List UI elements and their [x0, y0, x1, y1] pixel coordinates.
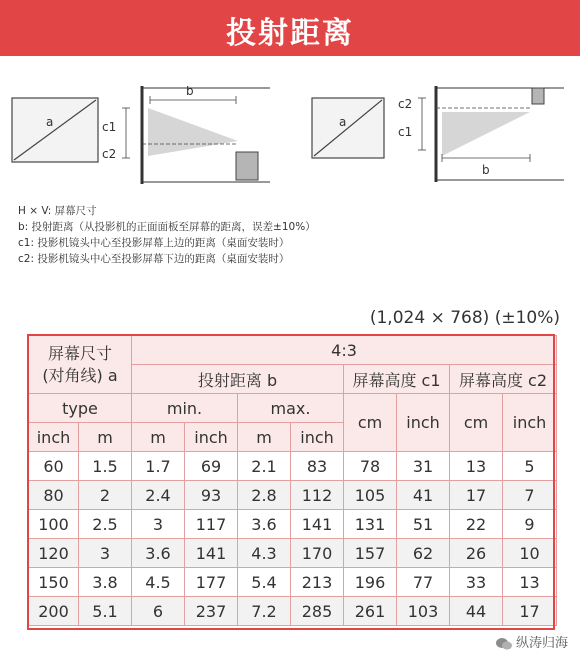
table-cell: 5.4: [238, 568, 291, 597]
table-cell: 1.5: [79, 452, 132, 481]
screen-size-illustration: [312, 98, 384, 158]
table-cell: 200: [29, 597, 79, 626]
table-cell: 22: [450, 510, 503, 539]
table-cell: 17: [503, 597, 557, 626]
projector-icon: [532, 88, 544, 104]
throw-distance-label: b: [186, 86, 194, 98]
table-cell: 26: [450, 539, 503, 568]
table-cell: 2.4: [132, 481, 185, 510]
c2-header: 屏幕高度 c2: [450, 365, 557, 394]
screen-size-label: a: [339, 115, 347, 129]
table-cell: 141: [185, 539, 238, 568]
table-row: [29, 539, 557, 568]
table-cell: 150: [29, 568, 79, 597]
table-cell: 78: [344, 452, 397, 481]
table-cell: 103: [397, 597, 450, 626]
table-cell: 112: [291, 481, 344, 510]
chat-bubble-icon: [495, 637, 513, 651]
c2-label: c2: [102, 147, 117, 161]
throw-distance-header: 投射距离 b: [132, 365, 344, 394]
c1-header: 屏幕高度 c1: [344, 365, 450, 394]
table-row: [29, 481, 557, 510]
table-cell: 170: [291, 539, 344, 568]
min-m-header: m: [132, 423, 185, 452]
table-cell: 100: [29, 510, 79, 539]
table-cell: 285: [291, 597, 344, 626]
table-cell: 60: [29, 452, 79, 481]
definitions-legend: [18, 203, 316, 267]
table-cell: 7.2: [238, 597, 291, 626]
table-cell: 62: [397, 539, 450, 568]
table-cell: 196: [344, 568, 397, 597]
legend-line: c2: 投影机镜头中心至投影屏幕下边的距离（桌面安装时）: [18, 253, 290, 265]
table-cell: 117: [185, 510, 238, 539]
table-cell: 44: [450, 597, 503, 626]
table-cell: 131: [344, 510, 397, 539]
ceiling-setup-diagram: [308, 86, 570, 191]
page-title: 投射距离: [226, 16, 354, 51]
screen-size-header: 屏幕尺寸 (对角线) a: [29, 336, 132, 394]
table-cell: 213: [291, 568, 344, 597]
min-header: min.: [132, 394, 238, 423]
resolution-note: (1,024 × 768) (±10%): [369, 308, 560, 328]
table-cell: 2: [79, 481, 132, 510]
table-cell: 2.5: [79, 510, 132, 539]
table-cell: 105: [344, 481, 397, 510]
throw-distance-table: [28, 335, 557, 626]
table-cell: 13: [450, 452, 503, 481]
table-cell: 5.1: [79, 597, 132, 626]
watermark-text: 纵涛归海: [515, 636, 568, 651]
c1-label: c1: [102, 120, 117, 134]
table-cell: 157: [344, 539, 397, 568]
title-banner: [0, 0, 580, 56]
legend-line: c1: 投影机镜头中心至投影屏幕上边的距离（桌面安装时）: [18, 237, 290, 249]
table-cell: 13: [503, 568, 557, 597]
table-cell: 237: [185, 597, 238, 626]
table-cell: 93: [185, 481, 238, 510]
max-m-header: m: [238, 423, 291, 452]
projector-icon: [236, 152, 258, 180]
table-cell: 3.8: [79, 568, 132, 597]
c2-label: c2: [398, 97, 413, 111]
table-cell: 2.8: [238, 481, 291, 510]
table-row: [29, 452, 557, 481]
table-cell: 77: [397, 568, 450, 597]
table-cell: 9: [503, 510, 557, 539]
table-cell: 51: [397, 510, 450, 539]
projection-beam: [442, 112, 530, 156]
throw-distance-label: b: [482, 163, 490, 177]
table-cell: 177: [185, 568, 238, 597]
max-inch-header: inch: [291, 423, 344, 452]
type-inch-header: inch: [29, 423, 79, 452]
table-cell: 4.5: [132, 568, 185, 597]
table-cell: 3.6: [132, 539, 185, 568]
table-cell: 33: [450, 568, 503, 597]
table-row: [29, 568, 557, 597]
table-row: [29, 597, 557, 626]
table-cell: 41: [397, 481, 450, 510]
c1-inch-header: inch: [397, 394, 450, 452]
table-cell: 261: [344, 597, 397, 626]
type-m-header: m: [79, 423, 132, 452]
table-cell: 5: [503, 452, 557, 481]
table-cell: 3.6: [238, 510, 291, 539]
c2-cm-header: cm: [450, 394, 503, 452]
watermark: [495, 632, 568, 651]
type-header: type: [29, 394, 132, 423]
table-row: [29, 510, 557, 539]
min-inch-header: inch: [185, 423, 238, 452]
table-cell: 31: [397, 452, 450, 481]
c2-inch-header: inch: [503, 394, 557, 452]
table-cell: 3: [132, 510, 185, 539]
table-cell: 10: [503, 539, 557, 568]
table-cell: 17: [450, 481, 503, 510]
projection-beam: [148, 108, 238, 156]
table-cell: 4.3: [238, 539, 291, 568]
screen-size-label: a: [46, 115, 54, 129]
screen-size-illustration: [12, 98, 98, 162]
aspect-ratio-header: 4:3: [132, 336, 557, 365]
max-header: max.: [238, 394, 344, 423]
table-cell: 6: [132, 597, 185, 626]
table-cell: 120: [29, 539, 79, 568]
table-cell: 2.1: [238, 452, 291, 481]
legend-line: b: 投射距离（从投影机的正面面板至屏幕的距离，误差±10%）: [18, 221, 316, 233]
table-cell: 69: [185, 452, 238, 481]
c1-label: c1: [398, 125, 413, 139]
table-cell: 83: [291, 452, 344, 481]
table-cell: 7: [503, 481, 557, 510]
table-cell: 141: [291, 510, 344, 539]
legend-line: H × V: 屏幕尺寸: [18, 205, 97, 217]
table-cell: 1.7: [132, 452, 185, 481]
table-cell: 3: [79, 539, 132, 568]
desktop-setup-diagram: [8, 86, 278, 191]
c1-cm-header: cm: [344, 394, 397, 452]
table-cell: 80: [29, 481, 79, 510]
